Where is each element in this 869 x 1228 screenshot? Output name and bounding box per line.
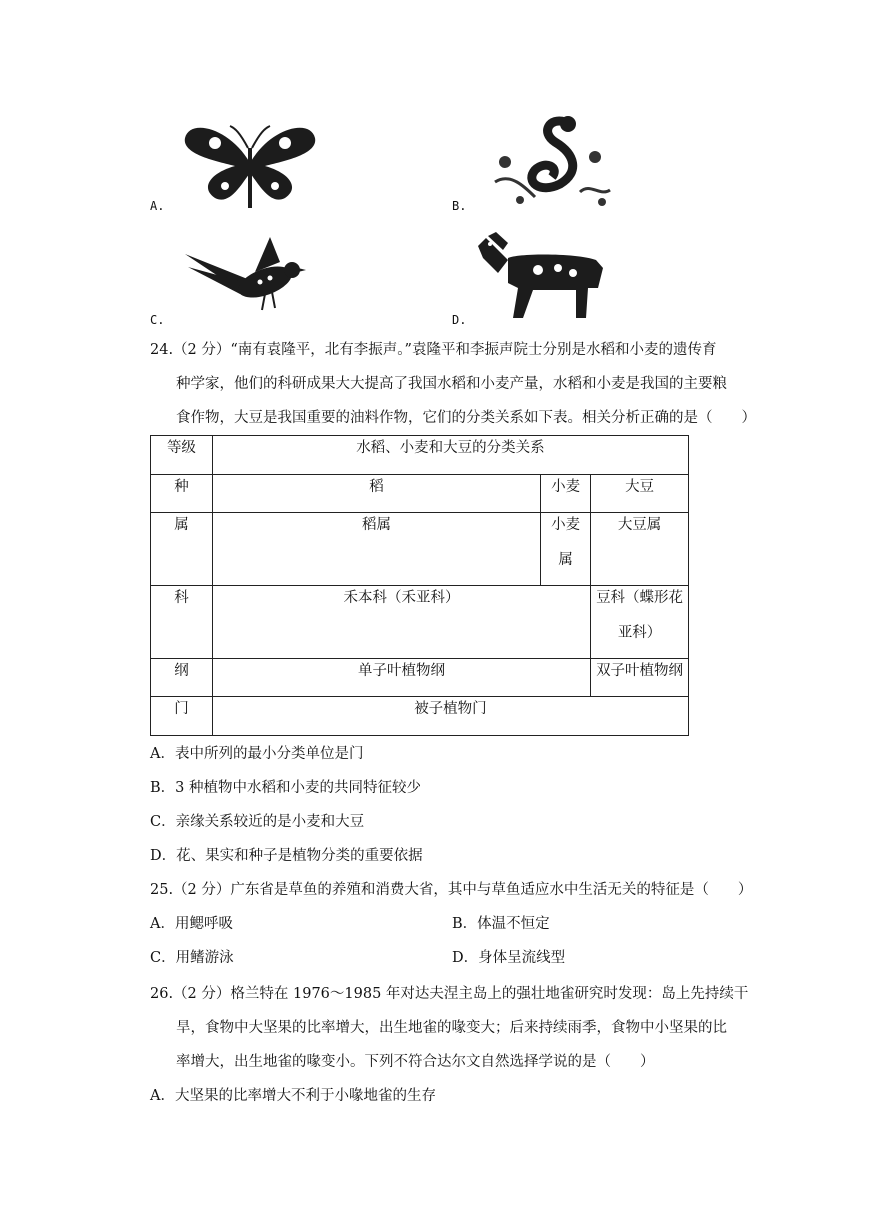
question-text-line: 26.（2 分）格兰特在 1976～1985 年对达夫涅主岛上的强壮地雀研究时发现：岛上先持续干 [150,986,749,1002]
answer-option-a[interactable]: A．表中所列的最小分类单位是门 [150,746,364,762]
answer-option-b[interactable]: B．3 种植物中水稻和小麦的共同特征较少 [150,780,421,796]
table-row [151,697,689,736]
table-cell: 大豆属 [591,513,689,586]
butterfly-papercut-image [180,118,320,213]
table-cell [541,513,591,586]
table-cell: 双子叶植物纲 [591,659,689,697]
table-row [151,586,689,659]
table-cell-line: 豆科（蝶形花 [596,590,684,606]
table-row [151,475,689,513]
answer-option-b[interactable]: B．体温不恒定 [452,916,550,932]
table-cell-level: 属 [151,513,213,586]
figure-option-label: B. [452,199,467,213]
table-cell: 稻 [212,475,540,513]
table-cell: 小麦 [541,475,591,513]
bird-papercut-image [180,232,310,320]
table-row [151,659,689,697]
answer-option-c[interactable]: C．亲缘关系较近的是小麦和大豆 [150,814,365,830]
snake-papercut-image [490,112,615,210]
question-text-line: 25.（2 分）广东省是草鱼的养殖和消费大省，其中与草鱼适应水中生活无关的特征是（ ） [150,882,753,898]
table-cell: 大豆 [591,475,689,513]
horse-papercut-image [478,228,610,322]
answer-option-d[interactable]: D．身体呈流线型 [452,950,566,966]
question-text-line: 种学家，他们的科研成果大大提高了我国水稻和小麦产量，水稻和小麦是我国的主要粮 [176,376,727,392]
table-cell: 单子叶植物纲 [212,659,590,697]
table-cell-level: 门 [151,697,213,736]
table-cell: 禾本科（禾亚科） [212,586,590,659]
table-row [151,513,689,586]
answer-option-a[interactable]: A．大坚果的比率增大不利于小喙地雀的生存 [150,1088,436,1104]
question-text-line: 24.（2 分）“南有袁隆平，北有李振声。”袁隆平和李振声院士分别是水稻和小麦的遗传育 [150,342,717,358]
table-cell-line: 属 [558,552,573,568]
table-cell: 稻属 [212,513,540,586]
answer-option-c[interactable]: C．用鳍游泳 [150,950,234,966]
table-header-title: 水稻、小麦和大豆的分类关系 [212,436,688,475]
table-cell-line: 亚科） [617,625,662,641]
table-cell-level: 纲 [151,659,213,697]
figure-option-label: A. [150,199,165,213]
table-header-level: 等级 [151,436,213,475]
question-text-line: 食作物，大豆是我国重要的油料作物，它们的分类关系如下表。相关分析正确的是（ ） [176,410,756,426]
question-text-line: 旱，食物中大坚果的比率增大，出生地雀的喙变大；后来持续雨季，食物中小坚果的比 [176,1020,727,1036]
classification-table [150,435,689,736]
question-text-line: 率增大，出生地雀的喙变小。下列不符合达尔文自然选择学说的是（ ） [176,1054,655,1070]
table-cell-line: 小麦 [551,517,581,533]
answer-option-d[interactable]: D．花、果实和种子是植物分类的重要依据 [150,848,423,864]
table-cell-level: 种 [151,475,213,513]
figure-option-label: C. [150,313,165,327]
table-cell [591,586,689,659]
answer-option-a[interactable]: A．用鳃呼吸 [150,916,233,932]
figure-option-label: D. [452,313,467,327]
table-cell-level: 科 [151,586,213,659]
table-cell: 被子植物门 [212,697,688,736]
